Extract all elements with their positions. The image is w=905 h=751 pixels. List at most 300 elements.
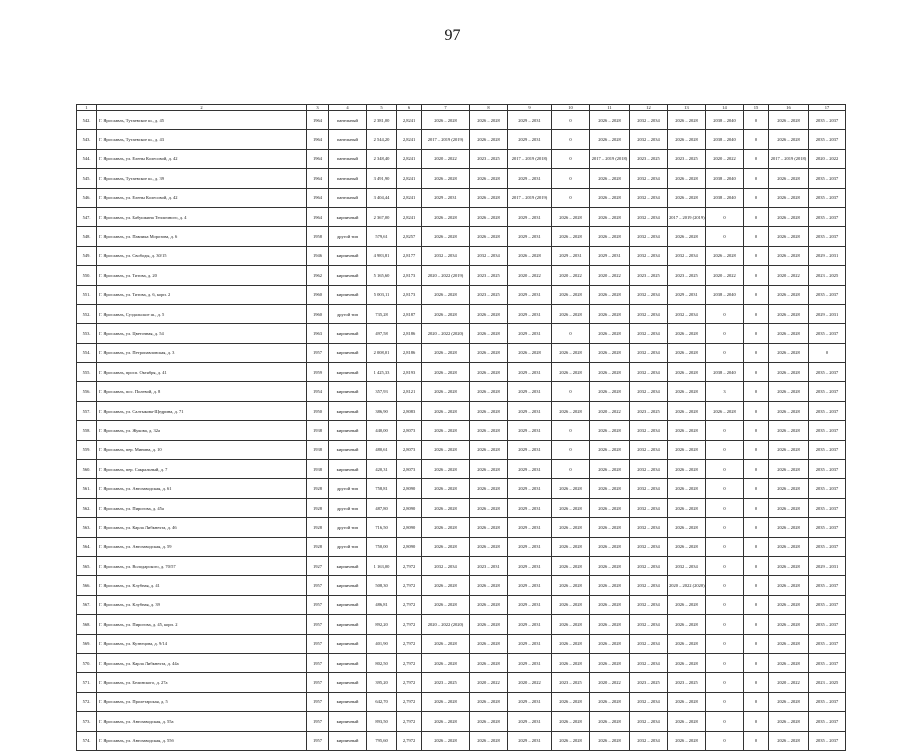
table-cell: 2026 – 2028 <box>590 479 630 498</box>
table-cell: 2023 – 2025 <box>552 673 590 692</box>
table-cell: 2035 – 2037 <box>809 324 846 343</box>
table-cell: 0 <box>744 440 769 459</box>
row-number: 555. <box>77 363 97 382</box>
table-cell: 2032 – 2034 <box>630 111 668 130</box>
table-cell: 1 163,00 <box>367 556 397 575</box>
table-cell: 2035 – 2037 <box>809 479 846 498</box>
address-cell: Г. Ярославль, Тутаевское ш., д. 43 <box>97 130 307 149</box>
table-cell: 2026 – 2028 <box>769 576 809 595</box>
table-cell: 2032 – 2034 <box>630 712 668 731</box>
table-cell: 2029 – 2031 <box>508 692 552 711</box>
table-cell: 508,30 <box>367 576 397 595</box>
table-cell: 2 348,40 <box>367 149 397 168</box>
table-cell: кирпичный <box>329 460 367 479</box>
table-cell: 2026 – 2028 <box>769 130 809 149</box>
table-cell: 2026 – 2028 <box>590 615 630 634</box>
header-cell: 3 <box>307 105 329 111</box>
table-cell: 2032 – 2034 <box>630 169 668 188</box>
address-cell: Г. Ярославль, ул. Титова, д. 20 <box>97 266 307 285</box>
table-cell: 2032 – 2034 <box>630 421 668 440</box>
table-cell: 2,8241 <box>397 149 422 168</box>
table-cell: 2,8090 <box>397 537 422 556</box>
table-cell: 1957 <box>307 595 329 614</box>
table-cell: кирпичный <box>329 615 367 634</box>
header-cell: 8 <box>470 105 508 111</box>
table-cell: 1954 <box>307 382 329 401</box>
table-cell: 2032 – 2034 <box>630 634 668 653</box>
table-row <box>77 111 846 130</box>
row-number: 544. <box>77 149 97 168</box>
table-cell: 2026 – 2028 <box>668 401 706 420</box>
table-cell: 2032 – 2034 <box>630 537 668 556</box>
table-cell: 0 <box>744 382 769 401</box>
table-row <box>77 207 846 226</box>
table-cell: 2029 – 2031 <box>508 324 552 343</box>
table-cell: 2026 – 2028 <box>769 712 809 731</box>
address-cell: Г. Ярославль, ул. Павлика Морозова, д. 6 <box>97 227 307 246</box>
table-cell: 2,7972 <box>397 615 422 634</box>
table-cell: 2026 – 2028 <box>769 382 809 401</box>
table-cell: 1964 <box>307 169 329 188</box>
table-cell: 2026 – 2028 <box>470 518 508 537</box>
table-cell: 2020 – 2022 (2020) <box>422 324 470 343</box>
table-cell: 0 <box>706 595 744 614</box>
table-cell: 2026 – 2028 <box>668 440 706 459</box>
table-cell: 2035 – 2037 <box>809 634 846 653</box>
table-cell: другой тип <box>329 498 367 517</box>
table-cell: 2026 – 2028 <box>552 731 590 750</box>
table-cell: 0 <box>706 421 744 440</box>
table-cell: другой тип <box>329 227 367 246</box>
table-cell: 2026 – 2028 <box>470 382 508 401</box>
table-cell: 2026 – 2028 <box>668 518 706 537</box>
table-cell: 2,8083 <box>397 401 422 420</box>
table-cell: 2035 – 2037 <box>809 401 846 420</box>
table-cell: 1960 <box>307 304 329 323</box>
table-cell: 2029 – 2031 <box>508 207 552 226</box>
header-cell: 7 <box>422 105 470 111</box>
table-cell: 2026 – 2028 <box>769 169 809 188</box>
table-cell: кирпичный <box>329 731 367 750</box>
table-cell: 642,70 <box>367 692 397 711</box>
table-cell: 2,8090 <box>397 498 422 517</box>
table-cell: 0 <box>744 285 769 304</box>
table-cell: 2,7972 <box>397 634 422 653</box>
address-cell: Г. Ярославль, ул. Елены Колесовой, д. 42 <box>97 149 307 168</box>
table-cell: кирпичный <box>329 634 367 653</box>
table-cell: 0 <box>744 343 769 362</box>
table-cell: 2026 – 2028 <box>470 498 508 517</box>
table-cell: 2,7972 <box>397 692 422 711</box>
table-cell: 2026 – 2028 <box>470 615 508 634</box>
table-cell: 2026 – 2028 <box>470 130 508 149</box>
table-cell: панельный <box>329 188 367 207</box>
table-cell: 2035 – 2037 <box>809 188 846 207</box>
table-cell: 2026 – 2028 <box>422 363 470 382</box>
table-cell: 1957 <box>307 673 329 692</box>
row-number: 572. <box>77 692 97 711</box>
table-cell: 2026 – 2028 <box>769 111 809 130</box>
table-cell: 2026 – 2028 <box>769 246 809 265</box>
table-cell: 2,8177 <box>397 246 422 265</box>
table-cell: 2029 – 2031 <box>508 634 552 653</box>
table-cell: 2032 – 2034 <box>422 246 470 265</box>
table-cell: 0 <box>744 111 769 130</box>
table-cell: 2026 – 2028 <box>590 556 630 575</box>
table-cell: 2026 – 2028 <box>422 440 470 459</box>
table-cell: 2 008,01 <box>367 343 397 362</box>
table-row <box>77 692 846 711</box>
table-cell: другой тип <box>329 518 367 537</box>
table-row <box>77 324 846 343</box>
table-cell: 2035 – 2037 <box>809 595 846 614</box>
table-cell: 2026 – 2028 <box>422 576 470 595</box>
table-cell: 2026 – 2028 <box>668 111 706 130</box>
table-cell: 2020 – 2022 <box>706 149 744 168</box>
table-cell: 2026 – 2028 <box>590 111 630 130</box>
table-cell: 2032 – 2034 <box>630 324 668 343</box>
table-cell: 2035 – 2037 <box>809 421 846 440</box>
table-row <box>77 731 846 750</box>
table-row <box>77 188 846 207</box>
table-cell: 2026 – 2028 <box>668 130 706 149</box>
table-cell: 2038 – 2040 <box>706 130 744 149</box>
table-cell: 2026 – 2028 <box>769 324 809 343</box>
table-cell: 2020 – 2022 <box>590 401 630 420</box>
table-cell: 2026 – 2028 <box>470 653 508 672</box>
table-cell: 2026 – 2028 <box>590 537 630 556</box>
header-cell: 10 <box>552 105 590 111</box>
table-cell: 0 <box>706 518 744 537</box>
table-cell: 2026 – 2028 <box>552 634 590 653</box>
table-cell: 2029 – 2031 <box>508 537 552 556</box>
table-cell: 0 <box>706 207 744 226</box>
table-cell: кирпичный <box>329 285 367 304</box>
table-cell: 2026 – 2028 <box>706 401 744 420</box>
table-cell: 2032 – 2034 <box>630 285 668 304</box>
table-cell: 2023 – 2025 <box>668 673 706 692</box>
table-cell: кирпичный <box>329 421 367 440</box>
table-cell: 2026 – 2028 <box>769 440 809 459</box>
table-cell: 2032 – 2034 <box>630 227 668 246</box>
table-row <box>77 401 846 420</box>
row-number: 548. <box>77 227 97 246</box>
table-cell: кирпичный <box>329 324 367 343</box>
table-cell: 2035 – 2037 <box>809 382 846 401</box>
table-cell: 2,8187 <box>397 304 422 323</box>
table-cell: 0 <box>552 149 590 168</box>
header-cell: 17 <box>809 105 846 111</box>
table-cell: 2023 – 2031 <box>470 556 508 575</box>
table-cell: 2026 – 2028 <box>422 421 470 440</box>
table-cell: 486,81 <box>367 595 397 614</box>
table-cell: 2020 – 2022 <box>508 673 552 692</box>
address-cell: Г. Ярославль, ул. Титова, д. 6, корп. 2 <box>97 285 307 304</box>
table-cell: 0 <box>744 634 769 653</box>
table-cell: 2032 – 2034 <box>630 518 668 537</box>
table-cell: 440,00 <box>367 421 397 440</box>
table-row <box>77 498 846 517</box>
table-cell: 2026 – 2028 <box>470 479 508 498</box>
table-cell: 2023 – 2025 <box>470 149 508 168</box>
table-cell: 0 <box>809 343 846 362</box>
table-cell: 0 <box>744 712 769 731</box>
table-cell: 2026 – 2028 <box>422 169 470 188</box>
table-cell: 2023 – 2025 <box>668 149 706 168</box>
table-cell: 2032 – 2034 <box>630 440 668 459</box>
row-number: 567. <box>77 595 97 614</box>
table-cell: 2029 – 2031 <box>508 421 552 440</box>
address-cell: Г. Ярославль, ул. Клубная, д. 41 <box>97 576 307 595</box>
table-cell: 2026 – 2028 <box>422 498 470 517</box>
table-cell: 2026 – 2028 <box>769 556 809 575</box>
table-cell: 2026 – 2028 <box>552 712 590 731</box>
table-cell: 2026 – 2028 <box>422 595 470 614</box>
table-cell: 2026 – 2028 <box>668 537 706 556</box>
table-row <box>77 712 846 731</box>
row-number: 564. <box>77 537 97 556</box>
table-row <box>77 440 846 459</box>
table-cell: 2029 – 2031 <box>508 227 552 246</box>
table-cell: 2,8193 <box>397 363 422 382</box>
row-number: 545. <box>77 169 97 188</box>
table-cell: 2035 – 2037 <box>809 285 846 304</box>
table-cell: 2020 – 2022 (2020) <box>422 615 470 634</box>
table-cell: 2035 – 2037 <box>809 227 846 246</box>
address-cell: Г. Ярославль, Суздальское ш., д. 5 <box>97 304 307 323</box>
table-cell: кирпичный <box>329 266 367 285</box>
table-cell: 2032 – 2034 <box>668 246 706 265</box>
table-cell: 2026 – 2028 <box>422 460 470 479</box>
table-cell: 2029 – 2031 <box>508 440 552 459</box>
table-row <box>77 382 846 401</box>
table-cell: кирпичный <box>329 595 367 614</box>
table-cell: 2026 – 2028 <box>769 304 809 323</box>
row-number: 571. <box>77 673 97 692</box>
table-cell: 2032 – 2034 <box>630 731 668 750</box>
table-cell: 1950 <box>307 401 329 420</box>
table-row <box>77 653 846 672</box>
table-cell: 2032 – 2034 <box>630 653 668 672</box>
table-cell: 2,7972 <box>397 673 422 692</box>
table-row <box>77 246 846 265</box>
table-cell: 0 <box>744 479 769 498</box>
table-cell: 2026 – 2028 <box>422 537 470 556</box>
table-cell: 2017 – 2019 (2019) <box>668 207 706 226</box>
table-cell: 2026 – 2028 <box>769 615 809 634</box>
address-cell: Г. Ярославль, ул. Володарского, д. 70/57 <box>97 556 307 575</box>
table-cell: 2026 – 2028 <box>470 421 508 440</box>
table-cell: 0 <box>744 169 769 188</box>
table-cell: 2,8186 <box>397 324 422 343</box>
table-cell: 2,7972 <box>397 653 422 672</box>
header-cell: 15 <box>744 105 769 111</box>
table-cell: 2026 – 2028 <box>590 227 630 246</box>
table-cell: 1928 <box>307 518 329 537</box>
header-cell: 1 <box>77 105 97 111</box>
table-cell: 2026 – 2028 <box>422 401 470 420</box>
table-cell: панельный <box>329 149 367 168</box>
table-cell: 2026 – 2028 <box>552 227 590 246</box>
table-cell: 2026 – 2028 <box>552 343 590 362</box>
table-cell: 2035 – 2037 <box>809 440 846 459</box>
table-cell: 4 983,81 <box>367 246 397 265</box>
table-cell: 2026 – 2028 <box>422 653 470 672</box>
row-number: 542. <box>77 111 97 130</box>
address-cell: Г. Ярославль, ул. Клубная, д. 39 <box>97 595 307 614</box>
table-cell: 2026 – 2028 <box>668 595 706 614</box>
page-number: 97 <box>444 27 461 44</box>
table-cell: 1963 <box>307 324 329 343</box>
table-cell: 2023 – 2025 <box>668 266 706 285</box>
table-cell: панельный <box>329 169 367 188</box>
table-cell: 2026 – 2028 <box>470 207 508 226</box>
table-cell: 2029 – 2031 <box>809 246 846 265</box>
table-cell: 1938 <box>307 421 329 440</box>
table-cell: 2026 – 2028 <box>470 440 508 459</box>
table-cell: 2032 – 2034 <box>630 304 668 323</box>
table-cell: 2026 – 2028 <box>590 382 630 401</box>
table-cell: 2029 – 2031 <box>508 169 552 188</box>
table-cell: 2026 – 2028 <box>470 304 508 323</box>
address-cell: Г. Ярославль, пос. Полевой, д. 8 <box>97 382 307 401</box>
table-cell: 2017 – 2019 (2018) <box>590 149 630 168</box>
table-cell: 0 <box>744 266 769 285</box>
table-cell: 2026 – 2028 <box>590 498 630 517</box>
table-cell: 2026 – 2028 <box>552 363 590 382</box>
row-number: 563. <box>77 518 97 537</box>
table-cell: 3 491,90 <box>367 169 397 188</box>
table-cell: 0 <box>706 556 744 575</box>
table-row <box>77 130 846 149</box>
row-number: 558. <box>77 421 97 440</box>
table-cell: 2023 – 2025 <box>470 266 508 285</box>
table-cell: 0 <box>706 460 744 479</box>
table-cell: 2,8241 <box>397 207 422 226</box>
table-cell: 2026 – 2028 <box>552 285 590 304</box>
table-cell: 2026 – 2028 <box>470 595 508 614</box>
table-cell: 2035 – 2037 <box>809 460 846 479</box>
table-cell: 487,80 <box>367 498 397 517</box>
table-cell: 2020 – 2022 (2019) <box>422 266 470 285</box>
table-cell: 2032 – 2034 <box>630 595 668 614</box>
table-cell: 2023 – 2025 <box>809 673 846 692</box>
table-cell: кирпичный <box>329 556 367 575</box>
table-cell: 497,58 <box>367 324 397 343</box>
table-cell: 2026 – 2028 <box>470 343 508 362</box>
table-cell: 2,8090 <box>397 479 422 498</box>
table-cell: 2026 – 2028 <box>552 401 590 420</box>
table-cell: 1938 <box>307 460 329 479</box>
table-cell: 795,60 <box>367 731 397 750</box>
table-cell: 2026 – 2028 <box>590 304 630 323</box>
table-cell: 2023 – 2025 <box>630 401 668 420</box>
address-cell: Г. Ярославль, ул. Салтыкова-Щедрина, д. 71 <box>97 401 307 420</box>
table-cell: 1946 <box>307 246 329 265</box>
table-cell: 2026 – 2028 <box>508 246 552 265</box>
table-cell: 2020 – 2022 <box>769 266 809 285</box>
table-cell: 1957 <box>307 634 329 653</box>
table-row <box>77 595 846 614</box>
table-cell: 0 <box>552 111 590 130</box>
table-cell: 0 <box>706 479 744 498</box>
table-row <box>77 285 846 304</box>
header-cell: 13 <box>668 105 706 111</box>
table-cell: 2020 – 2022 <box>769 673 809 692</box>
table-cell: 2026 – 2028 <box>422 111 470 130</box>
table-cell: 750,00 <box>367 537 397 556</box>
table-cell: 2026 – 2028 <box>470 111 508 130</box>
table-cell: 0 <box>744 149 769 168</box>
table-cell: 0 <box>706 731 744 750</box>
address-cell: Г. Ярославль, Тутаевское ш., д. 45 <box>97 111 307 130</box>
address-cell: Г. Ярославль, ул. Свободы, д. 30/15 <box>97 246 307 265</box>
table-cell: 1938 <box>307 440 329 459</box>
table-cell: 2038 – 2040 <box>706 285 744 304</box>
table-cell: 2026 – 2028 <box>668 227 706 246</box>
table-cell: 893,50 <box>367 712 397 731</box>
table-cell: 2,8241 <box>397 111 422 130</box>
table-cell: 2032 – 2034 <box>630 363 668 382</box>
table-cell: 0 <box>706 653 744 672</box>
table-cell: 2029 – 2031 <box>508 615 552 634</box>
table-cell: 2026 – 2028 <box>668 460 706 479</box>
table-cell: 1 425,33 <box>367 363 397 382</box>
table-cell: 2035 – 2037 <box>809 712 846 731</box>
table-cell: 2,7972 <box>397 731 422 750</box>
table-cell: 2,7972 <box>397 595 422 614</box>
table-cell: 1960 <box>307 285 329 304</box>
table-row <box>77 421 846 440</box>
table-cell: 2026 – 2028 <box>590 653 630 672</box>
table-cell: 1957 <box>307 731 329 750</box>
table-cell: 2026 – 2028 <box>552 595 590 614</box>
table-row <box>77 518 846 537</box>
table-cell: 2026 – 2028 <box>552 556 590 575</box>
table-cell: 2029 – 2031 <box>508 731 552 750</box>
table-cell: кирпичный <box>329 576 367 595</box>
table-cell: 2026 – 2028 <box>552 615 590 634</box>
table-cell: 420,31 <box>367 460 397 479</box>
table-cell: 2032 – 2034 <box>630 479 668 498</box>
table-cell: 2029 – 2031 <box>508 653 552 672</box>
table-cell: кирпичный <box>329 673 367 692</box>
table-cell: 2026 – 2028 <box>422 382 470 401</box>
table-row <box>77 227 846 246</box>
table-cell: 2026 – 2028 <box>769 595 809 614</box>
table-cell: 0 <box>706 440 744 459</box>
table-cell: 2,8073 <box>397 421 422 440</box>
header-cell: 6 <box>397 105 422 111</box>
table-row <box>77 673 846 692</box>
table-cell: 2026 – 2028 <box>590 169 630 188</box>
header-cell: 5 <box>367 105 397 111</box>
table-cell: 1964 <box>307 149 329 168</box>
table-cell: 2026 – 2028 <box>470 692 508 711</box>
table-cell: 0 <box>744 653 769 672</box>
table-cell: 2026 – 2028 <box>470 731 508 750</box>
table-cell: 2023 – 2025 <box>630 149 668 168</box>
table-cell: 2032 – 2034 <box>422 556 470 575</box>
table-cell: 802,50 <box>367 653 397 672</box>
table-cell: 357,93 <box>367 382 397 401</box>
table-row <box>77 169 846 188</box>
table-cell: 2026 – 2028 <box>769 343 809 362</box>
table-cell: 1964 <box>307 188 329 207</box>
table-cell: 2026 – 2028 <box>769 653 809 672</box>
table-cell: 2026 – 2028 <box>552 498 590 517</box>
address-cell: Г. Ярославль, ул. Петропавловская, д. 3 <box>97 343 307 362</box>
